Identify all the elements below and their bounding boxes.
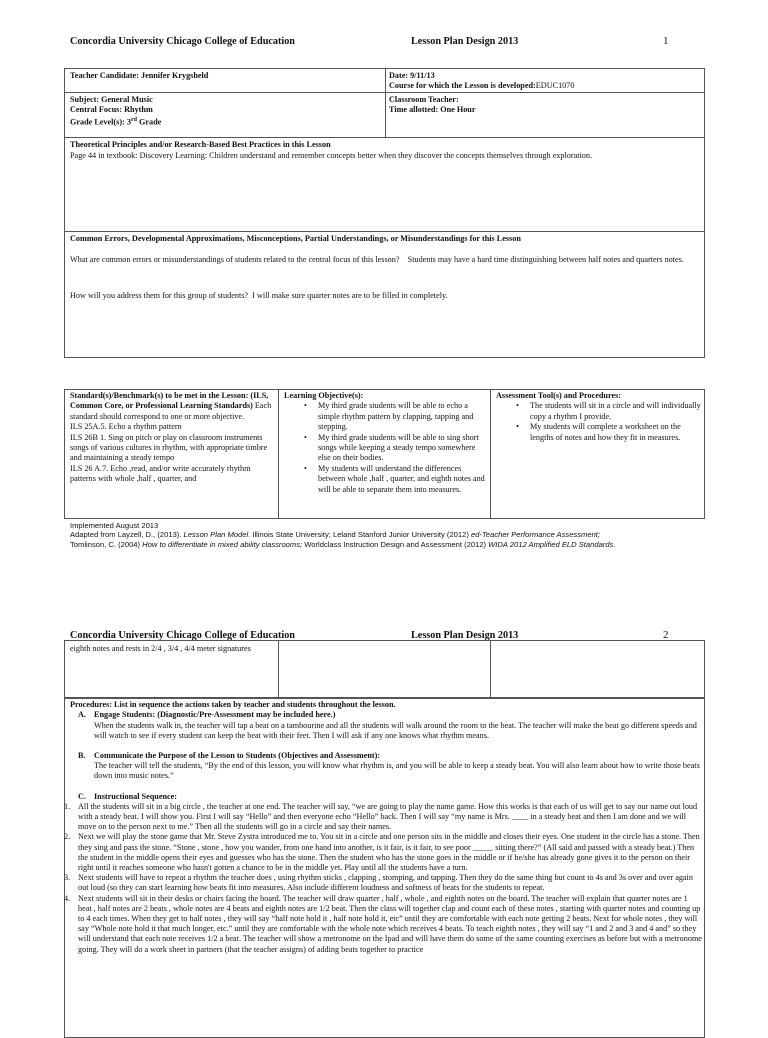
- document-title: Lesson Plan Design 2013: [411, 630, 519, 641]
- engage-text: When the students walk in, the teacher will tap a beat on a tambourine and all the students will walk around the room to the beat. The teacher will make the beat go different speeds and will watch to see if every student can keep the beat with their feet. Then I will ask if any one knows what rhythm means.: [94, 720, 697, 740]
- document-title: Lesson Plan Design 2013: [411, 36, 519, 47]
- standard-line: ILS 25A.5. Echo a rhythm pattern: [70, 422, 182, 432]
- communicate-purpose: B. Communicate the Purpose of the Lesson to Students (Objectives and Assessment):: [78, 751, 381, 761]
- grade-level: Grade Level(s): 3rd Grade: [70, 117, 162, 127]
- objective-item: • My students will understand the differences between whole ,half , quarter, and eighth notes and will be able to separate them into measures.: [318, 464, 486, 495]
- assessment-cell: [496, 391, 702, 443]
- objectives-cell: [284, 391, 486, 495]
- objective-item: • My third grade students will be able to sing short songs while keeping a steady tempo somewhere else on their bodies.: [318, 433, 486, 464]
- teacher-candidate: Teacher Candidate: Jennifer Krygsheld: [70, 71, 209, 80]
- sequence-step: 1. All the students will sit in a big circle , the teacher at one end. The teacher will say, “we are going to play the name game. How this works is that each of us will get to say our name out loud with a steady beat. I will show you. First I will say “Hello” and then everyone echo “Hello” back. Then I will say “my name is Mrs. ____ in a steady beat and then I am done and we will move on to the person next to me.” Then all the students will go in a circle and say their names.: [64, 801, 698, 832]
- college-header: Concordia University Chicago College of Education: [70, 630, 295, 641]
- theory-heading: Theoretical Principles and/or Research-Based Best Practices in this Lesson: [70, 140, 331, 149]
- communicate-text: The teacher will tell the students, “By the end of this lesson, you will know what rhythm is, and you will be able to keep a steady beat. You will also learn about how to write those beats down into music notes.”: [94, 761, 700, 781]
- classroom-teacher: Classroom Teacher:: [389, 95, 459, 104]
- sequence-step: 2. Next we will play the stone game that Mr. Steve Zystra introduced me to. You sit in a circle and one person sits in the middle and closes their eyes. One student in the circle has a stone. Then they sing and pass the stone. “Stone , stone , how you wander, from one hand into another, is it fair, is it fair, to see poor _____ sitting there?” (All said and passed with a steady beat.) Then the student in the middle opens their eyes and guesses who has the stone. Then the student who has the stone goes in the middle or if he/she has already gone gives it to the person on their right until it reaches someone who hasn't gotten a chance to be in the middle yet. Play until all the students have a turn.: [64, 832, 700, 873]
- assessment-item: • The students will sit in a circle and will individually copy a rhythm I provide.: [530, 401, 702, 422]
- procedures-section: [64, 700, 702, 955]
- standards-cell: Standard(s)/Benchmark(s) to be met in the Lesson: (ILS, Common Core, or Professional Learning Standards) Each standard should correspond to one or more objective. ILS 25A.5. Echo a rhythm pattern ILS 26B 1. Sing on pitch or play on classroom instruments songs of various cultures in rhythm, with appropriate timbre and maintaining a steady tempo ILS 26 A.7. Echo ,read, and/or write accurately rhythm patterns with whole ,half , quarter, and: [70, 391, 272, 484]
- assessment-item: • My students will complete a worksheet on the lengths of notes and how they fit in measures.: [530, 422, 702, 443]
- objective-item: • My third grade students will be able to echo a simple rhythm pattern by clapping, tapping and stepping.: [318, 401, 486, 432]
- engage-students: A. Engage Students: (Diagnostic/Pre-Assessment may be included here.): [78, 710, 336, 720]
- objectives-heading: Learning Objective(s):: [284, 391, 364, 400]
- page-number: 1: [663, 35, 669, 47]
- page-footer: Implemented August 2013 Adapted from Layzell, D., (2013). Lesson Plan Model. Illinois State University; Leland Stanford Junior University (2012) ed-Teacher Performance Assessment; Tomlinson, C. (2004) How to differentiate in mixed ability classrooms; Worldclass Instruction Design and Assessment (2012) WIDA 2012 Amplified ELD Standards.: [70, 521, 616, 549]
- page-number: 2: [663, 629, 669, 641]
- standard-line: ILS 26B 1. Sing on pitch or play on classroom instruments songs of various cultures in rhythm, with appropriate timbre and maintaining a steady tempo: [70, 432, 268, 463]
- standards-continued-text: eighth notes and rests in 2/4 , 3/4 , 4/4 meter signatures: [70, 644, 251, 653]
- course-info: Course for which the Lesson is developed:EDUC1070: [389, 81, 575, 90]
- standard-line: ILS 26 A.7. Echo ,read, and/or write accurately rhythm patterns with whole ,half , quarter, and: [70, 463, 251, 484]
- lesson-date: Date: 9/11/13: [389, 71, 435, 80]
- errors-answer-2: How will you address them for this group of students? I will make sure quarter notes are to be filled in completely.: [70, 291, 448, 300]
- time-allotted: Time allotted: One Hour: [389, 105, 476, 114]
- errors-heading: Common Errors, Developmental Approximations, Misconceptions, Partial Understandings, or Misunderstandings for this Lesson: [70, 234, 521, 243]
- errors-answer-1: What are common errors or misunderstandings of students related to the central focus of this lesson? Students may have a hard time distinguishing between half notes and quarters notes.: [70, 255, 684, 264]
- assessment-heading: Assessment Tool(s) and Procedures:: [496, 391, 622, 400]
- sequence-step: 3. Next students will have to repeat a rhythm the teacher does , using rhythm sticks , clapping , stomping, and tapping. Then they do the same thing but count to 4s and 3s over and over again out loud (so they can start learning how beats fit into measures. Also include different loudness and softness of beats for the students to repeat.: [64, 873, 693, 893]
- central-focus: Central Focus: Rhythm: [70, 105, 153, 114]
- sequence-step: 4. Next students will sit in their desks or chairs facing the board. The teacher will draw quarter , half , whole , and eighth notes on the board. The teacher will explain that quarter notes are 1 beat , half notes are 2 beats , whole notes are 4 beats and eighth notes are 1/2 beat. Then the class will together clap and count each of these notes , starting with quarter notes and counting up to 4 each times. When they get to half notes , they will say “half note hold it , half note hold it, etc” until they are comfortable with each note getting 2 beats. Next for whole notes , they will say “Whole note hold it that much longer, etc.” until they are comfortable with the whole note which receives 4 beats. To teach eighth notes , they will say “1 and 2 and 3 and 4 and” so they will understand that each note receives 1/2 a beat. The teacher will show a metronome on the Ipad and will have them do some of the same counting exercises as before but with a metronome going. They will do a work sheet in partners (that the teacher assigns) of adding beats together to practice: [64, 893, 702, 954]
- instructional-sequence: C. Instructional Sequence:: [78, 791, 178, 801]
- college-header: Concordia University Chicago College of Education: [70, 36, 295, 47]
- procedures-heading: Procedures: List in sequence the actions taken by teacher and students throughout the lesson.: [70, 700, 396, 709]
- theory-text: Page 44 in textbook: Discovery Learning: Children understand and remember concepts better when they discover the concepts themselves through exploration.: [70, 151, 593, 160]
- subject: Subject: General Music: [70, 95, 153, 104]
